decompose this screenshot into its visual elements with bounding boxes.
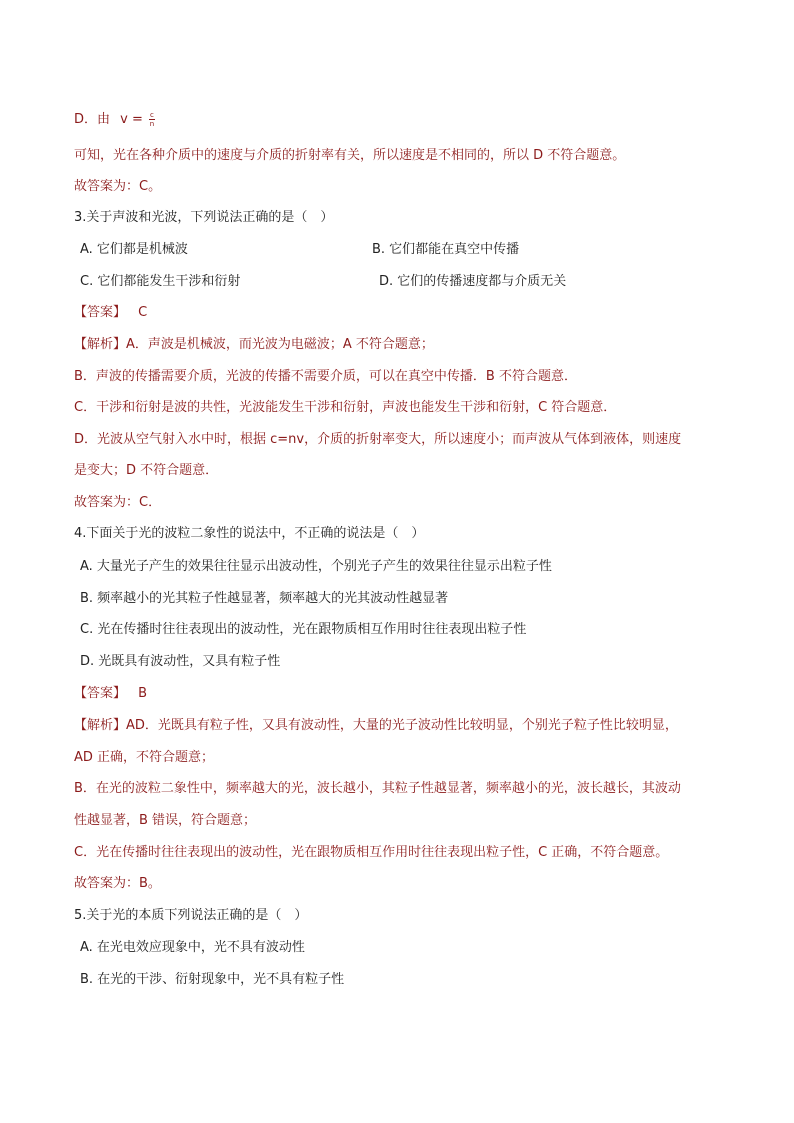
q4-option-b: B. 频率越小的光其粒子性越显著，频率越大的光其波动性越显著 bbox=[80, 591, 449, 606]
prev-option-d bbox=[74, 110, 155, 130]
q3-answer-label: 【答案】 bbox=[74, 305, 127, 320]
prev-d-continuation: 可知，光在各种介质中的速度与介质的折射率有关，所以速度是不相同的，所以 D 不符合题意。 bbox=[74, 148, 626, 163]
fraction-denominator: n bbox=[149, 120, 155, 128]
q4-analysis-text-1: AD．光既具有粒子性，又具有波动性，大量的光子波动性比较明显，个别光子粒子性比较明显， bbox=[126, 718, 678, 733]
q3-analysis-2: B．声波的传播需要介质，光波的传播不需要介质，可以在真空中传播．B 不符合题意． bbox=[74, 369, 577, 384]
q3-analysis-4: D．光波从空气射入水中时，根据 c=nv，介质的折射率变大，所以速度小；而声波从气体到液体，则速度 bbox=[74, 432, 682, 447]
q4-analysis-2: AD 正确，不符合题意； bbox=[74, 750, 215, 765]
q4-answer-value: B bbox=[138, 686, 148, 701]
q3-answer bbox=[74, 303, 147, 323]
q4-analysis-3: B．在光的波粒二象性中，频率越大的光，波长越小，其粒子性越显著，频率越小的光，波长越长，其波动 bbox=[74, 781, 681, 796]
q4-option-d: D. 光既具有波动性，又具有粒子性 bbox=[80, 654, 281, 669]
q3-option-d: D. 它们的传播速度都与介质无关 bbox=[379, 274, 567, 289]
q3-analysis-1 bbox=[74, 335, 434, 355]
q4-analysis-5: C．光在传播时往往表现出的波动性，光在跟物质相互作用时往往表现出粒子性，C 正确，不符合题意。 bbox=[74, 845, 669, 860]
q3-answer-value: C bbox=[138, 305, 148, 320]
q3-stem: 3.关于声波和光波，下列说法正确的是（ ） bbox=[74, 210, 334, 225]
q4-option-a: A. 大量光子产生的效果往往显示出波动性，个别光子产生的效果往往显示出粒子性 bbox=[80, 559, 552, 574]
q3-analysis-3: C．干涉和衍射是波的共性，光波能发生干涉和衍射，声波也能发生干涉和衍射，C 符合题意． bbox=[74, 400, 617, 415]
q3-analysis-text-1: A．声波是机械波，而光波为电磁波；A 不符合题意； bbox=[126, 337, 434, 352]
q3-option-b: B. 它们都能在真空中传播 bbox=[372, 242, 520, 257]
q3-final-answer: 故答案为：C． bbox=[74, 495, 162, 510]
q4-answer-label: 【答案】 bbox=[74, 686, 127, 701]
q4-final-answer: 故答案为：B。 bbox=[74, 876, 161, 891]
prev-d-prefix: D．由 bbox=[74, 112, 111, 127]
q5-option-b: B. 在光的干涉、衍射现象中，光不具有粒子性 bbox=[80, 972, 345, 987]
prev-answer-line: 故答案为：C。 bbox=[74, 179, 162, 194]
q5-stem: 5.关于光的本质下列说法正确的是（ ） bbox=[74, 908, 308, 923]
q4-analysis-4: 性越显著，B 错误，符合题意； bbox=[74, 813, 257, 828]
q4-analysis-label: 【解析】 bbox=[74, 718, 127, 733]
q4-option-c: C. 光在传播时往往表现出的波动性，光在跟物质相互作用时往往表现出粒子性 bbox=[80, 622, 527, 637]
prev-d-fraction bbox=[149, 111, 155, 128]
q3-analysis-5: 是变大；D 不符合题意． bbox=[74, 463, 219, 478]
q5-option-a: A. 在光电效应现象中，光不具有波动性 bbox=[80, 940, 305, 955]
q4-stem: 4.下面关于光的波粒二象性的说法中，不正确的说法是（ ） bbox=[74, 526, 425, 541]
prev-d-formula: v = bbox=[120, 112, 143, 127]
q3-option-a: A. 它们都是机械波 bbox=[80, 242, 188, 257]
q3-option-c: C. 它们都能发生干涉和衍射 bbox=[80, 274, 241, 289]
q4-answer bbox=[74, 684, 147, 704]
q4-analysis-1 bbox=[74, 716, 678, 736]
q3-analysis-label: 【解析】 bbox=[74, 337, 127, 352]
fraction-numerator: c bbox=[150, 111, 154, 119]
